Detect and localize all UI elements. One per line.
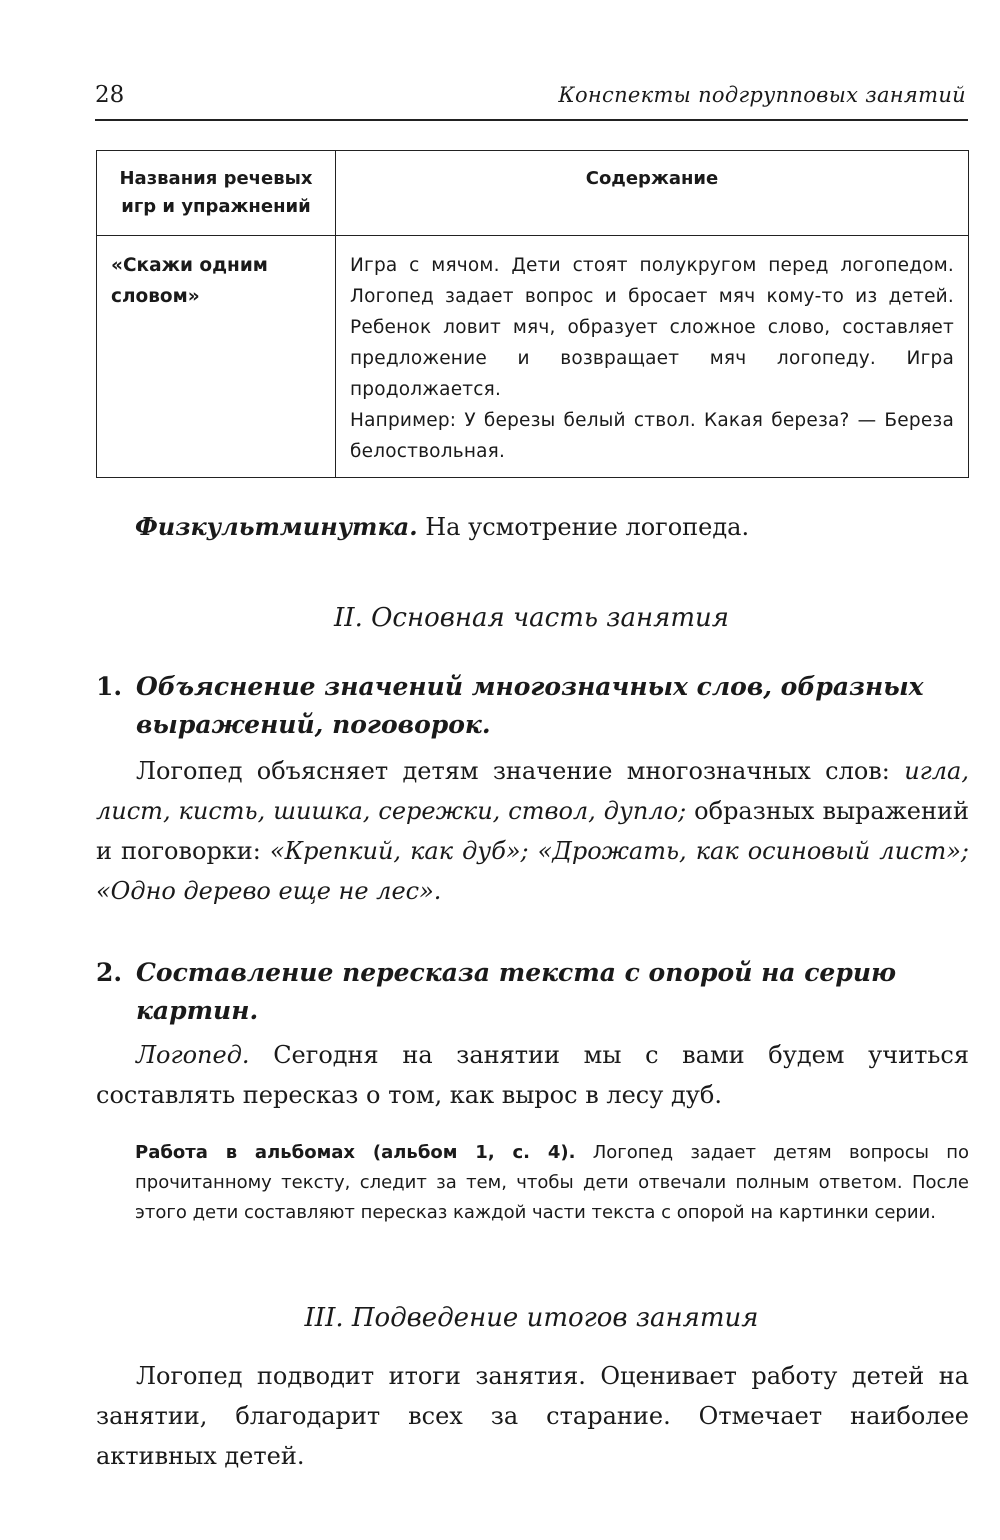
item-1-sayings: «Крепкий, как дуб»; «Дрожать, как осиновый лист»; «Одно дерево еще не лес». [96, 837, 969, 905]
game-name: «Скажи одним словом» [97, 236, 336, 478]
game-example-text: Например: У березы белый ствол. Какая береза? — Береза белоствольная. [350, 410, 954, 462]
album-work-label: Работа в альбомах (альбом 1, с. 4). [135, 1142, 576, 1163]
item-2-heading-text: Составление пересказа текста с опорой на серию картин. [136, 958, 897, 1025]
table-row [97, 236, 969, 478]
album-work-note [135, 1138, 969, 1228]
item-2-number: 2. [96, 958, 123, 987]
fizkult-paragraph [135, 507, 749, 547]
page-number: 28 [95, 82, 125, 108]
game-description [336, 236, 969, 478]
section-3-title: III. Подведение итогов занятия [304, 1303, 759, 1333]
item-1-number: 1. [96, 672, 123, 701]
table-header-games: Названия речевых игр и упражнений [97, 151, 336, 236]
item-1-text-1: Логопед объясняет детям значение многозначных слов: [136, 757, 905, 785]
table-header-row [97, 151, 969, 236]
item-1-paragraph [96, 751, 969, 911]
speech-games-table [96, 150, 969, 478]
item-1-heading [96, 668, 946, 748]
game-description-text: Игра с мячом. Дети стоят полукругом перед логопедом. Логопед задает вопрос и бросает мяч кому-то из детей. Ребенок ловит мяч, образует сложное слово, составляет предложение и возвращает мяч логопеду. Игра продолжается. [350, 255, 954, 400]
section-2-title: II. Основная часть занятия [334, 603, 729, 633]
item-1-words: игла, лист, кисть, шишка, сережки, ствол, дупло; [96, 757, 969, 825]
item-2-paragraph [96, 1035, 969, 1115]
item-1-heading-text: Объяснение значений многозначных слов, образных выражений, поговорок. [136, 672, 924, 739]
item-2-text: Сегодня на занятии мы с вами будем учиться составлять пересказ о том, как вырос в лесу дуб. [96, 1041, 969, 1109]
running-title: Конспекты подгрупповых занятий [558, 83, 966, 107]
fizkult-text: На усмотрение логопеда. [425, 513, 750, 541]
item-2-heading [96, 954, 946, 1034]
header-rule [95, 119, 968, 121]
item-1-text-2: образных выражений и поговорки: [96, 797, 969, 865]
item-2-speaker: Логопед. [136, 1041, 250, 1069]
album-work-text: Логопед задает детям вопросы по прочитанному тексту, следит за тем, чтобы дети отвечали полным ответом. После этого дети составляют пересказ каждой части текста с опорой на картинки серии. [135, 1142, 969, 1223]
fizkult-label: Физкультминутка. [135, 512, 418, 541]
table-header-content: Содержание [336, 151, 969, 236]
section-3-paragraph: Логопед подводит итоги занятия. Оценивает работу детей на занятии, благодарит всех за старание. Отмечает наиболее активных детей. [96, 1362, 969, 1470]
